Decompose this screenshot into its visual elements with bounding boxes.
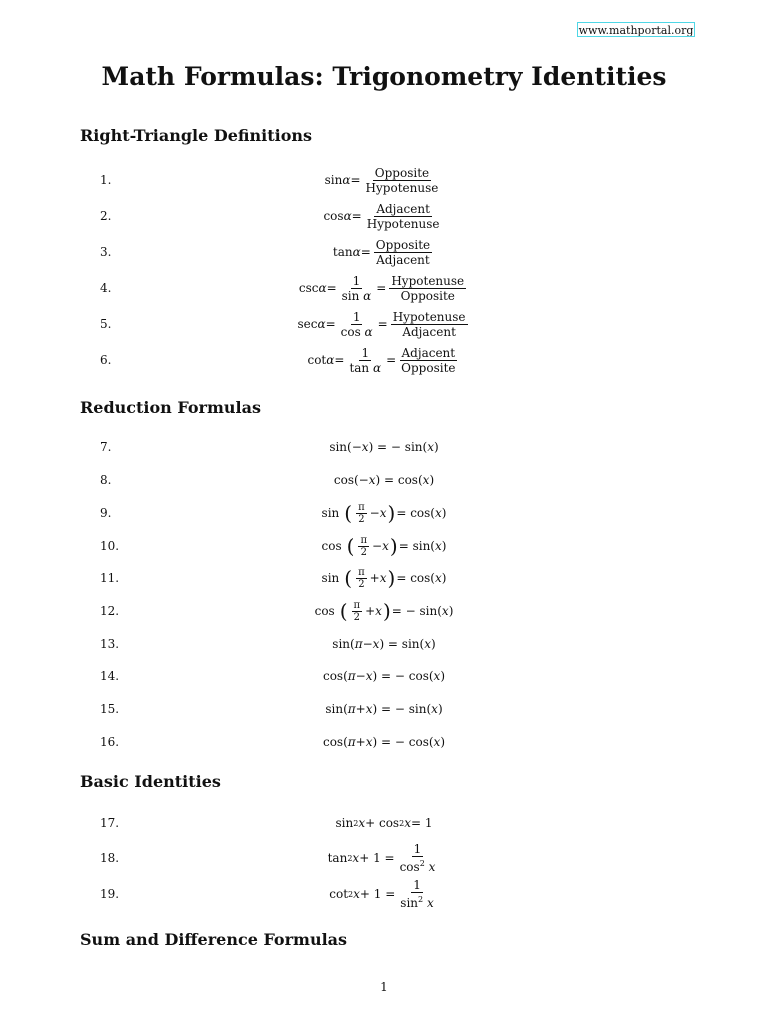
formula-expression: sin( π + x ) = − sin( x ) (325, 702, 443, 716)
formula-6 (0, 343, 768, 377)
formula-number: 11. (100, 571, 120, 585)
formula-number: 17. (100, 816, 120, 830)
formula-expression: tan 2 x + 1 = $\frac{1}{\cos^2 x}$ (327, 842, 436, 874)
formula-number: 12. (100, 604, 120, 618)
mathportal-link[interactable]: www.mathportal.org (578, 24, 694, 37)
formula-expression: cos ( $\frac{\pi}{2}$ − x ) = sin( x ) (321, 534, 447, 558)
fraction: $\frac{1}{\cos^2 x}$ (399, 842, 436, 874)
page-title: Math Formulas: Trigonometry Identities (101, 62, 667, 91)
formula-8 (0, 463, 768, 497)
formula-number: 14. (100, 669, 120, 683)
formula-18 (0, 841, 768, 875)
formula-expression: sin α = $\frac{\text{Opposite}}{\text{Hypotenuse}}$ (324, 165, 439, 195)
formula-number: 15. (100, 702, 120, 716)
formula-number: 2. (100, 209, 112, 223)
formula-expression: cos ( $\frac{\pi}{2}$ + x ) = − sin( x ) (314, 599, 454, 623)
formula-expression: cot 2 x + 1 = $\frac{1}{\sin^2 x}$ (329, 878, 434, 910)
fraction: $\frac{\text{Opposite}}{\text{Hypotenuse}}$ (365, 165, 439, 195)
formula-expression: sin ( $\frac{\pi}{2}$ + x ) = cos( x ) (321, 566, 447, 590)
fraction: $\frac{1}{\text{sin α}}$ (341, 273, 372, 303)
formula-number: 16. (100, 735, 120, 749)
formula-19 (0, 877, 768, 911)
fraction: $\frac{\pi}{2}$ (358, 501, 365, 525)
formula-2 (0, 199, 768, 233)
fraction: $\frac{\text{Opposite}}{\text{Adjacent}}$ (375, 237, 431, 267)
fraction: $\frac{\text{Adjacent}}{\text{Hypotenuse}}$ (366, 201, 440, 231)
formula-expression: cot α = $\frac{1}{\text{tan α}}$ = $\frac{\text{Adjacent}}{\text{Opposite}}$ (307, 345, 456, 375)
formula-number: 9. (100, 506, 112, 520)
fraction: $\frac{\pi}{2}$ (358, 566, 365, 590)
formula-16 (0, 725, 768, 759)
formula-1 (0, 163, 768, 197)
fraction: $\frac{\text{Hypotenuse}}{\text{Adjacent}}$ (392, 309, 466, 339)
section-heading-right-triangle: Right-Triangle Definitions (80, 126, 313, 145)
formula-expression: cos( π + x ) = − cos( x ) (322, 735, 446, 749)
formula-expression: cos( π − x ) = − cos( x ) (322, 669, 446, 683)
formula-number: 1. (100, 173, 112, 187)
formula-expression: sin 2 x + cos 2 x = 1 (335, 816, 433, 830)
fraction: $\frac{\pi}{2}$ (353, 599, 361, 623)
formula-12 (0, 594, 768, 628)
formula-expression: cos α = $\frac{\text{Adjacent}}{\text{Hypotenuse}}$ (323, 201, 440, 231)
formula-7 (0, 430, 768, 464)
formula-14 (0, 659, 768, 693)
section-heading-basic: Basic Identities (80, 772, 221, 791)
fraction: $\frac{\text{Hypotenuse}}{\text{Opposite}}$ (391, 273, 465, 303)
formula-15 (0, 692, 768, 726)
formula-number: 7. (100, 440, 112, 454)
formula-9 (0, 496, 768, 530)
formula-expression: cos(− x ) = cos( x ) (333, 473, 435, 487)
formula-4 (0, 271, 768, 305)
formula-number: 3. (100, 245, 112, 259)
formula-10 (0, 529, 768, 563)
page-number: 1 (380, 980, 388, 994)
fraction: $\frac{\pi}{2}$ (360, 534, 368, 558)
fraction: $\frac{1}{\text{cos α}}$ (340, 309, 373, 339)
formula-11 (0, 561, 768, 595)
formula-5 (0, 307, 768, 341)
section-heading-reduction: Reduction Formulas (80, 398, 261, 417)
fraction: $\frac{\text{Adjacent}}{\text{Opposite}}$ (401, 345, 456, 375)
formula-expression: tan α = $\frac{\text{Opposite}}{\text{Adjacent}}$ (332, 237, 431, 267)
formula-expression: sec α = $\frac{1}{\text{cos α}}$ = $\frac{\text{Hypotenuse}}{\text{Adjacent}}$ (297, 309, 466, 339)
formula-number: 4. (100, 281, 112, 295)
formula-3 (0, 235, 768, 269)
formula-number: 8. (100, 473, 112, 487)
formula-expression: csc α = $\frac{1}{\text{sin α}}$ = $\frac{\text{Hypotenuse}}{\text{Opposite}}$ (298, 273, 465, 303)
fraction: $\frac{1}{\text{tan α}}$ (349, 345, 382, 375)
formula-number: 19. (100, 887, 120, 901)
formula-number: 18. (100, 851, 120, 865)
formula-number: 13. (100, 637, 120, 651)
formula-17 (0, 806, 768, 840)
formula-number: 10. (100, 539, 120, 553)
formula-expression: sin(− x ) = − sin( x ) (329, 440, 439, 454)
formula-13 (0, 627, 768, 661)
formula-expression: sin( π − x ) = sin( x ) (332, 637, 436, 651)
section-heading-sum-difference: Sum and Difference Formulas (80, 930, 348, 949)
formula-number: 5. (100, 317, 112, 331)
fraction: $\frac{1}{\sin^2 x}$ (400, 878, 434, 910)
formula-number: 6. (100, 353, 112, 367)
formula-expression: sin ( $\frac{\pi}{2}$ − x ) = cos( x ) (321, 501, 447, 525)
